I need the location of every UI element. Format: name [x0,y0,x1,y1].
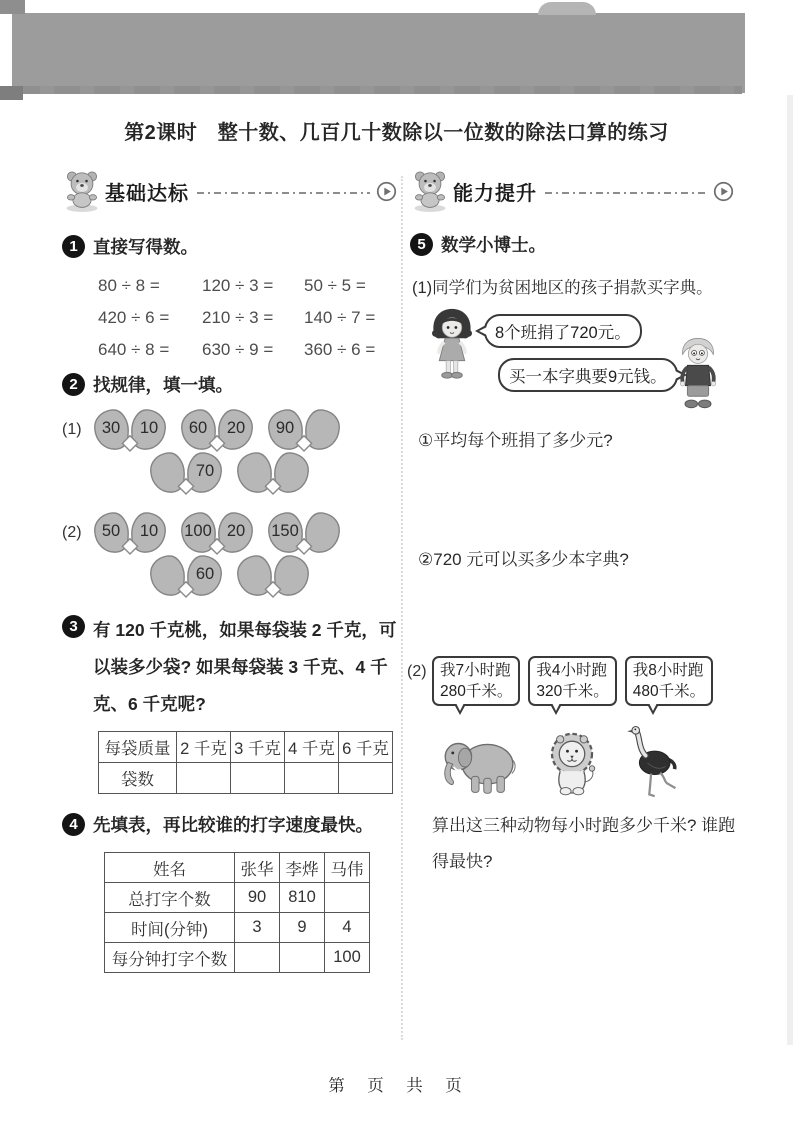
bubble-line: 我8小时跑 [632,662,704,679]
leaf-row [148,451,397,497]
group-label: (2) [62,524,82,541]
division-problem: 640 ÷ 8 = [98,340,170,359]
leaf-value-right: 60 [195,565,215,583]
answer-cell [177,763,231,794]
leaf-pair-graphic [235,554,311,600]
division-problem: 630 ÷ 9 = [202,340,274,359]
table-header-cell: 6 千克 [339,732,393,763]
question-number-badge: 4 [62,813,85,836]
animal-illustrations [440,720,734,798]
dash-line [545,192,707,194]
bags-table [98,731,393,794]
table-header-cell: 4 千克 [285,732,339,763]
scan-artifact-corner-top [0,0,25,14]
division-problem: 140 ÷ 7 = [304,308,376,327]
table-header-cell: 李烨 [280,853,325,883]
animal-speed-part [407,656,736,880]
question-1 [62,232,397,262]
table-header-cell: 2 千克 [177,732,231,763]
left-column [62,168,397,973]
girl-illustration [424,306,480,386]
donation-scene [410,304,734,422]
question-number-badge: 2 [62,373,85,396]
leaf-pair [235,554,311,600]
question-3-title: 有 120 千克桃，如果每袋装 2 千克，可以装多少袋? 如果每袋装 3 千克、4 千克、6 千克呢? [93,620,397,714]
page-footer: 第 页 共 页 [328,1077,465,1095]
question-2-title: 找规律，填一填。 [93,375,233,395]
part-2-label: (2) [407,663,427,680]
page-title: 第2课时 整十数、几百几十数除以一位数的除法口算的练习 [124,122,669,144]
table-cell: 每分钟打字个数 [105,943,235,973]
leaf-pair [179,511,255,557]
leaf-value-right: 70 [195,462,215,480]
question-number-badge: 5 [410,233,433,256]
elephant-illustration [440,736,520,798]
question-5-title: 数学小博士。 [441,235,546,255]
leaf-value-left: 150 [271,522,299,540]
bubble-line: 我7小时跑 [440,662,511,679]
division-problem: 120 ÷ 3 = [202,276,274,295]
lion-speech-bubble [528,656,616,706]
division-problem: 360 ÷ 6 = [304,340,376,359]
part-2-question: 算出这三种动物每小时跑多少千米? 谁跑得最快? [432,816,736,871]
question-3 [62,612,397,723]
scan-artifact-dome [538,2,596,15]
leaf-pattern-group-2 [62,511,397,600]
boy-illustration [672,336,724,416]
answer-cell [231,763,285,794]
answer-cell [280,943,325,973]
leaf-value-right: 20 [226,522,246,540]
table-header-cell: 马伟 [325,853,370,883]
ostrich-speech-bubble [625,656,713,706]
leaf-value-left: 30 [101,419,121,437]
answer-cell [235,943,280,973]
leaf-value-left: 90 [275,419,295,437]
scan-artifact-corner-bottom [0,86,23,100]
section-title: 能力提升 [453,182,537,205]
bubble-line: 我4小时跑 [536,662,607,679]
bear-icon [410,169,450,213]
leaf-pair [92,511,168,557]
animal-speech-bubbles [432,656,734,706]
scan-artifact-right-strip [787,95,793,1045]
question-4 [62,810,397,840]
leaf-pair [235,451,311,497]
table-header-cell: 3 千克 [231,732,285,763]
table-cell: 总打字个数 [105,883,235,913]
division-problem: 50 ÷ 5 = [304,276,366,295]
table-cell: 4 [325,913,370,943]
group-label: (1) [62,421,82,438]
dash-line [197,192,370,194]
boy-speech-bubble: 买一本字典要9元钱。 [498,358,678,392]
table-header-cell: 每袋质量 [99,732,177,763]
typing-speed-table [104,852,370,973]
leaf-value-right: 10 [139,419,159,437]
scan-artifact-banner-edge [14,86,742,94]
division-problem: 80 ÷ 8 = [98,276,160,295]
leaf-pair [266,408,342,454]
division-problems [98,276,397,360]
leaf-value-right: 20 [226,419,246,437]
table-cell: 810 [280,883,325,913]
lion-illustration [542,728,602,798]
leaf-pair [148,451,224,497]
answer-cell [285,763,339,794]
bubble-line: 280千米。 [440,683,513,700]
leaf-value-left: 100 [184,522,212,540]
section-header-basics [62,168,397,214]
division-problem: 210 ÷ 3 = [202,308,274,327]
table-cell: 3 [235,913,280,943]
table-cell: 时间(分钟) [105,913,235,943]
question-number-badge: 1 [62,235,85,258]
section-header-advanced [410,168,734,214]
play-icon [376,181,397,202]
column-divider [401,176,403,1040]
part-1-label: (1)同学们为贫困地区的孩子捐款买字典。 [412,279,713,297]
leaf-row [92,511,397,557]
question-number-badge: 3 [62,615,85,638]
leaf-pair [266,511,342,557]
leaf-value-left: 60 [188,419,208,437]
table-header-cell: 张华 [235,853,280,883]
answer-cell [325,883,370,913]
table-header-cell: 姓名 [105,853,235,883]
sub-question-2: ②720 元可以买多少本字典? [418,550,629,569]
question-1-title: 直接写得数。 [93,237,198,257]
question-2 [62,370,397,400]
leaf-row [92,408,397,454]
leaf-row [148,554,397,600]
right-column [407,168,736,880]
leaf-pair [148,554,224,600]
sub-question-1: ①平均每个班捐了多少元? [418,431,613,450]
table-cell: 9 [280,913,325,943]
elephant-speech-bubble [432,656,520,706]
leaf-pair [179,408,255,454]
leaf-pattern-group-1 [62,408,397,497]
bubble-line: 480千米。 [632,683,706,700]
leaf-value-right: 10 [139,522,159,540]
table-cell: 100 [325,943,370,973]
division-problem: 420 ÷ 6 = [98,308,170,327]
table-cell: 90 [235,883,280,913]
question-5 [410,230,734,260]
leaf-value-left: 50 [101,522,121,540]
bear-icon [62,169,102,213]
ostrich-illustration [624,724,680,798]
section-title: 基础达标 [105,182,189,205]
answer-cell [339,763,393,794]
question-4-title: 先填表，再比较谁的打字速度最快。 [93,815,373,835]
bubble-line: 320千米。 [536,683,609,700]
leaf-pair [92,408,168,454]
leaf-pair-graphic [235,451,311,497]
girl-speech-bubble: 8个班捐了720元。 [484,314,642,348]
scan-artifact-banner [12,13,745,93]
play-icon [713,181,734,202]
table-cell: 袋数 [99,763,177,794]
